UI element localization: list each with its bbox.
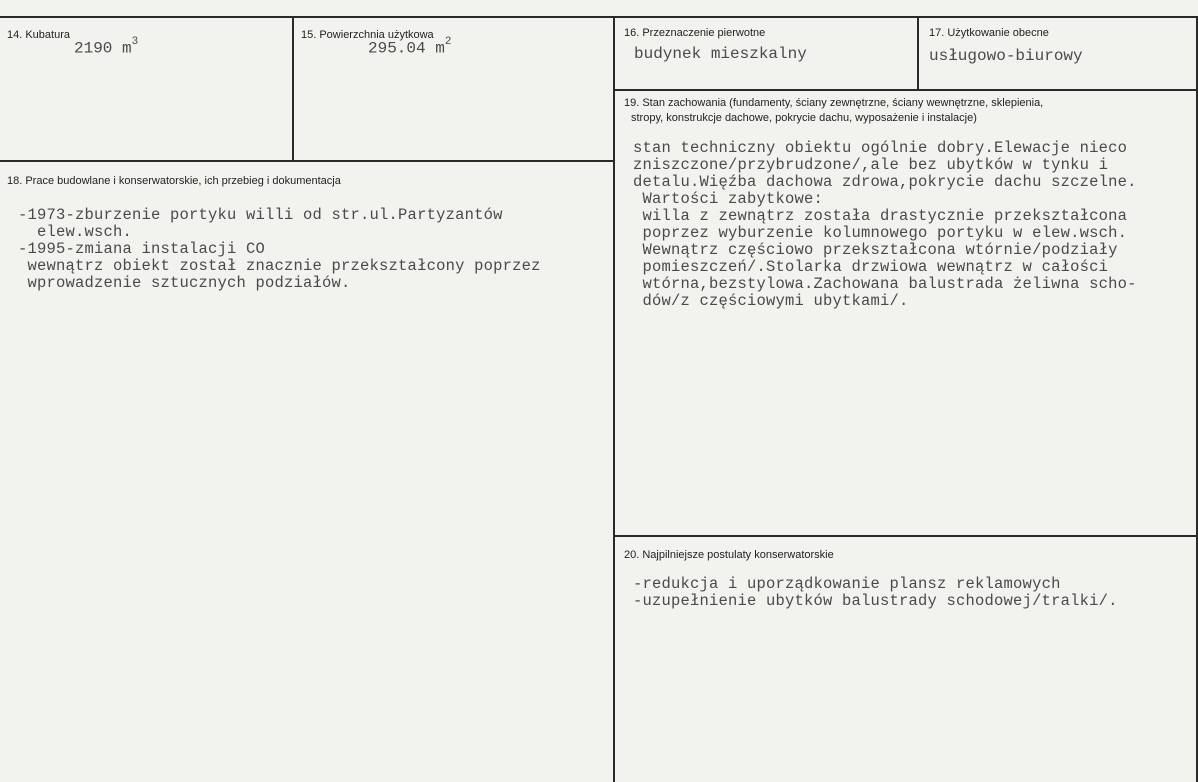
- rule-under-16-17: [614, 89, 1198, 91]
- field-20-label: 20. Najpilniejsze postulaty konserwatorskie: [624, 549, 834, 561]
- field-19-label-line1: 19. Stan zachowania (fundamenty, ściany zewnętrzne, ściany wewnętrzne, sklepienia,: [624, 97, 1044, 109]
- divider-16-17: [917, 16, 919, 90]
- field-15-value: [368, 38, 451, 57]
- field-17-value: usługowo-biurowy: [929, 47, 1083, 65]
- field-18-text: -1973-zburzenie portyku willi od str.ul.Partyzantów elew.wsch. -1995-zmiana instalacji CO wewnątrz obiekt został znacznie przekształcony poprzez wprowadzenie sztucznych podziałów.: [18, 206, 541, 292]
- area-unit: m: [435, 39, 445, 58]
- field-16-label: 16. Przeznaczenie pierwotne: [624, 27, 766, 39]
- field-14-value: [74, 38, 138, 57]
- area-exponent: 2: [444, 36, 452, 48]
- rule-above-20: [614, 535, 1198, 537]
- field-20-text: -redukcja i uporządkowanie plansz reklamowych -uzupełnienie ubytków balustrady schodowej/tralki/.: [633, 575, 1118, 610]
- divider-left-right: [613, 16, 615, 782]
- area-value: 295.04: [368, 39, 426, 58]
- top-border: [0, 16, 1198, 18]
- cubature-exponent: 3: [131, 36, 139, 48]
- cubature-value: 2190: [74, 39, 113, 58]
- rule-under-14-15: [0, 160, 614, 162]
- field-15-label: 15. Powierzchnia użytkowa: [301, 29, 434, 41]
- field-19-label-line2: stropy, konstrukcje dachowe, pokrycie dachu, wyposażenie i instalacje): [631, 112, 977, 124]
- divider-14-15: [292, 16, 294, 161]
- field-16-value: budynek mieszkalny: [634, 45, 807, 63]
- field-19-text: stan techniczny obiektu ogólnie dobry.Elewacje nieco zniszczone/przybrudzone/,ale bez ubytków w tynku i detalu.Więźba dachowa zdrowa,pokrycie dachu szczelne. Wartości zabytkowe: willa z zewnątrz została drastycznie przekształcona poprzez wyburzenie kolumnowego portyku w elew.wsch. Wewnątrz częściowo przekształcona wtórnie/podziały pomieszczeń/.Stolarka drzwiowa wewnątrz w całości wtórna,bezstylowa.Zachowana balustrada żeliwna scho- dów/z częściowymi ubytkami/.: [633, 139, 1137, 310]
- field-14-label: 14. Kubatura: [7, 29, 70, 41]
- field-17-label: 17. Użytkowanie obecne: [929, 27, 1049, 39]
- field-18-label: 18. Prace budowlane i konserwatorskie, ich przebieg i dokumentacja: [7, 175, 341, 187]
- cubature-unit: m: [122, 39, 132, 58]
